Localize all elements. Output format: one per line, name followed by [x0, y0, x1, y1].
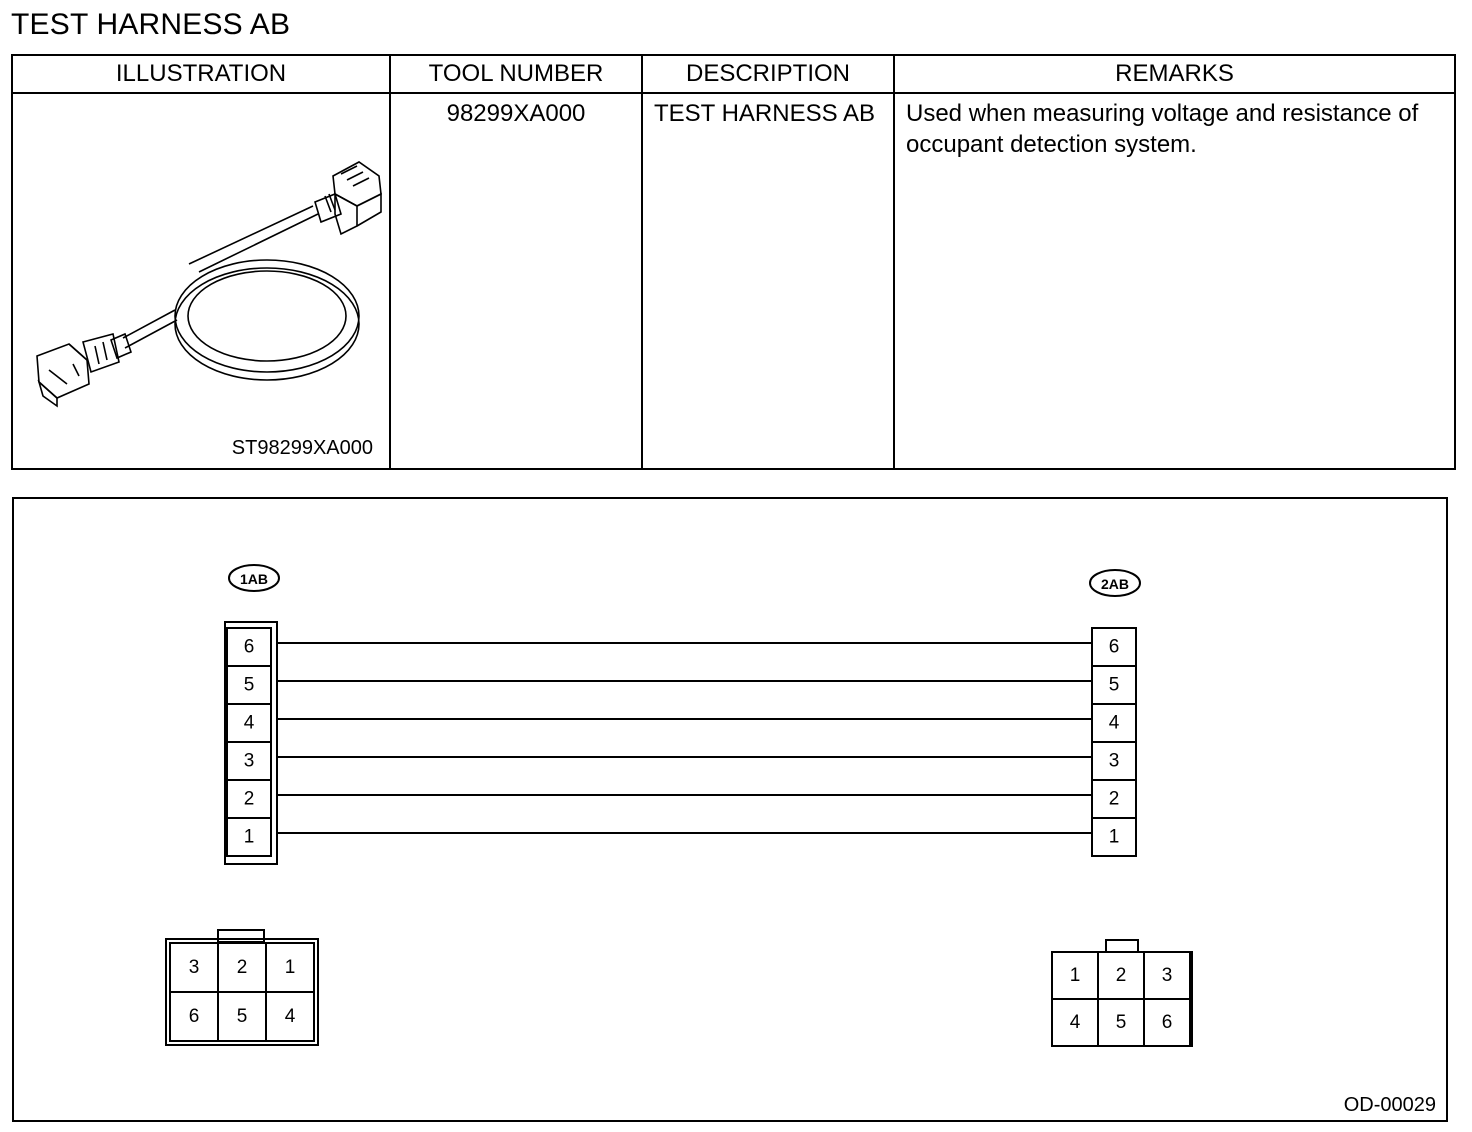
right-face-label: 3: [1161, 965, 1173, 986]
left-face-latch: [218, 930, 264, 942]
table-row: [12, 93, 1455, 469]
left-face-label: 1: [284, 957, 296, 978]
remarks-cell: Used when measuring voltage and resistance of occupant detection system.: [894, 93, 1455, 469]
left-face-label: 3: [188, 957, 200, 978]
left-face-label: 5: [236, 1006, 248, 1027]
left-connector-label: 1AB: [239, 571, 269, 587]
right-face-label: 4: [1069, 1012, 1081, 1033]
right-face-label: 5: [1115, 1012, 1127, 1033]
description-cell: TEST HARNESS AB: [642, 93, 894, 469]
page-title: TEST HARNESS AB: [11, 8, 291, 41]
left-face-label: 2: [236, 957, 248, 978]
right-face-label: 2: [1115, 965, 1127, 986]
left-pin-label: 5: [243, 674, 255, 696]
header-illustration: ILLUSTRATION: [12, 55, 390, 93]
tool-number-cell: 98299XA000: [390, 93, 642, 469]
right-connector-label: 2AB: [1100, 576, 1130, 592]
harness-illustration: [13, 94, 387, 460]
reference-code: OD-00029: [1343, 1094, 1436, 1116]
header-tool-number: TOOL NUMBER: [390, 55, 642, 93]
tool-table: [11, 54, 1456, 470]
left-face-label: 6: [188, 1006, 200, 1027]
left-pin-label: 6: [243, 636, 255, 658]
left-face-label: 4: [284, 1006, 296, 1027]
wiring-svg: [14, 499, 1446, 1120]
table-header-row: [12, 55, 1455, 93]
right-pin-label: 2: [1108, 788, 1120, 810]
right-pin-label: 1: [1108, 826, 1120, 848]
left-pin-label: 3: [243, 750, 255, 772]
right-face-latch: [1106, 940, 1138, 952]
illustration-code: ST98299XA000: [231, 437, 373, 459]
right-pin-label: 4: [1108, 712, 1120, 734]
right-pin-label: 5: [1108, 674, 1120, 696]
left-pin-label: 1: [243, 826, 255, 848]
left-pin-label: 4: [243, 712, 255, 734]
right-face-label: 1: [1069, 965, 1081, 986]
wiring-diagram: [12, 497, 1448, 1122]
right-pin-label: 6: [1108, 636, 1120, 658]
right-face-label: 6: [1161, 1012, 1173, 1033]
right-pin-label: 3: [1108, 750, 1120, 772]
header-remarks: REMARKS: [894, 55, 1455, 93]
illustration-cell: [12, 93, 390, 469]
left-pin-label: 2: [243, 788, 255, 810]
header-description: DESCRIPTION: [642, 55, 894, 93]
